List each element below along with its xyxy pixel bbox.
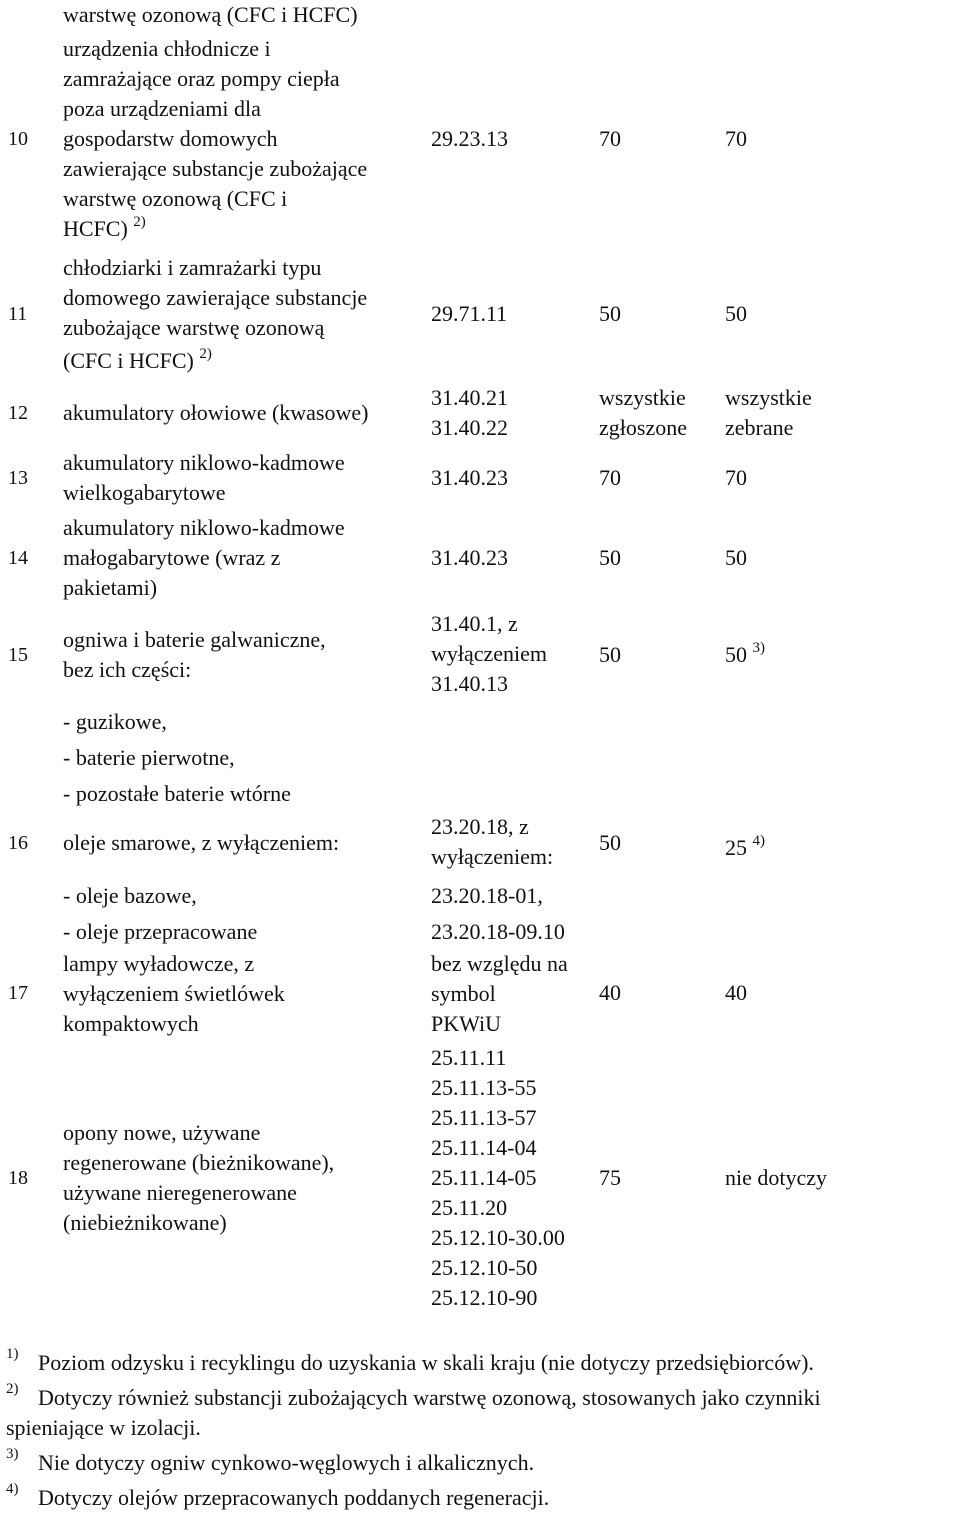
row-15-recycling: 50 $^{3)}$: [725, 639, 765, 667]
footnote-ref: 2): [199, 345, 212, 362]
row-number-17: 17: [8, 982, 28, 1004]
footnote-3: $^{3)}$ Nie dotyczy ogniw cynkowo-węglowych i alkalicznych.: [6, 1445, 535, 1475]
row-continuation: warstwę ozonową (CFC i HCFC): [63, 2, 358, 27]
row-12-recovery: wszystkie zgłoszone: [599, 385, 687, 440]
row-18-code: 25.11.11 25.11.13-55 25.11.13-57 25.11.14-04 25.11.14-05 25.11.20 25.12.10-30.00 25.12.10-50 25.12.10-90: [431, 1045, 565, 1310]
footnote-2: $^{2)}$ Dotyczy również substancji zubożających warstwę ozonową, stosowanych jako czynniki: [6, 1380, 821, 1410]
row-11-name: chłodziarki i zamrażarki typu domowego zawierające substancje zubożające warstwę ozonową (CFC i HCFC) $^{2)}$: [63, 255, 368, 373]
row-18-recovery: 75: [599, 1165, 621, 1190]
row-14-recovery: 50: [599, 545, 621, 570]
row-18-name: opony nowe, używane regenerowane (bieżnikowane), używane nieregenerowane (niebieżnikowane): [63, 1120, 335, 1235]
row-16-code: 23.20.18, z wyłączeniem:: [431, 814, 554, 869]
row-10-name: urządzenia chłodnicze i zamrażające oraz pompy ciepła poza urządzeniami dla gospodarstw domowych zawierające substancje zubożające warstwę ozonową (CFC i HCFC) $^{2)}$: [63, 36, 368, 241]
row-17-name: lampy wyładowcze, z wyłączeniem świetlówek kompaktowych: [63, 951, 285, 1036]
row-number-15: 15: [8, 644, 28, 666]
row-16-recovery: 50: [599, 830, 621, 855]
row-number-14: 14: [8, 547, 28, 569]
row-13-code: 31.40.23: [431, 465, 508, 490]
row-number-13: 13: [8, 467, 28, 489]
row-number-11: 11: [8, 303, 28, 325]
footnote-ref: 4): [752, 832, 765, 849]
row-17-code: bez względu na symbol PKWiU: [431, 951, 568, 1036]
row-11-code: 29.71.11: [431, 301, 508, 326]
row-11-recycling: 50: [725, 301, 747, 326]
row-16-name: oleje smarowe, z wyłączeniem:: [63, 830, 340, 855]
row-12-recycling: wszystkie zebrane: [725, 385, 812, 440]
row-12-name: akumulatory ołowiowe (kwasowe): [63, 400, 369, 425]
footnote-2-continuation: spieniające w izolacji.: [6, 1415, 201, 1440]
row-13-recycling: 70: [725, 465, 747, 490]
row-10-code: 29.23.13: [431, 126, 508, 151]
row-15-name: ogniwa i baterie galwaniczne, bez ich części:: [63, 627, 326, 682]
row-15-code: 31.40.1, z wyłączeniem 31.40.13: [431, 611, 548, 696]
row-14-recycling: 50: [725, 545, 747, 570]
row-12-code: 31.40.21 31.40.22: [431, 385, 508, 440]
row-17-recovery: 40: [599, 980, 621, 1005]
row-number-12: 12: [8, 402, 28, 424]
row-13-recovery: 70: [599, 465, 621, 490]
footnote-4: $^{4)}$ Dotyczy olejów przepracowanych poddanych regeneracji.: [6, 1480, 550, 1510]
row-14-code: 31.40.23: [431, 545, 508, 570]
row-15-subitems: - guzikowe, - baterie pierwotne, - pozostałe baterie wtórne: [63, 709, 291, 806]
footnote-1: $^{1)}$ Poziom odzysku i recyklingu do uzyskania w skali kraju (nie dotyczy przedsiębiorców).: [6, 1345, 814, 1375]
row-number-18: 18: [8, 1167, 28, 1189]
row-13-name: akumulatory niklowo-kadmowe wielkogabarytowe: [63, 450, 345, 505]
row-number-16: 16: [8, 832, 28, 854]
row-14-name: akumulatory niklowo-kadmowe małogabarytowe (wraz z pakietami): [63, 515, 345, 600]
footnote-ref: 3): [752, 639, 765, 656]
row-11-recovery: 50: [599, 301, 621, 326]
row-17-recycling: 40: [725, 980, 747, 1005]
row-16-subitems: - oleje bazowe, - oleje przepracowane: [63, 883, 258, 944]
footnote-ref: 2): [133, 213, 146, 230]
row-15-recovery: 50: [599, 642, 621, 667]
row-18-recycling: nie dotyczy: [725, 1165, 828, 1190]
row-16-code-sub: 23.20.18-01, 23.20.18-09.10: [431, 883, 565, 944]
row-16-recycling: 25 $^{4)}$: [725, 832, 765, 860]
row-number-10: 10: [8, 128, 28, 150]
row-10-recovery: 70: [599, 126, 621, 151]
row-10-recycling: 70: [725, 126, 747, 151]
